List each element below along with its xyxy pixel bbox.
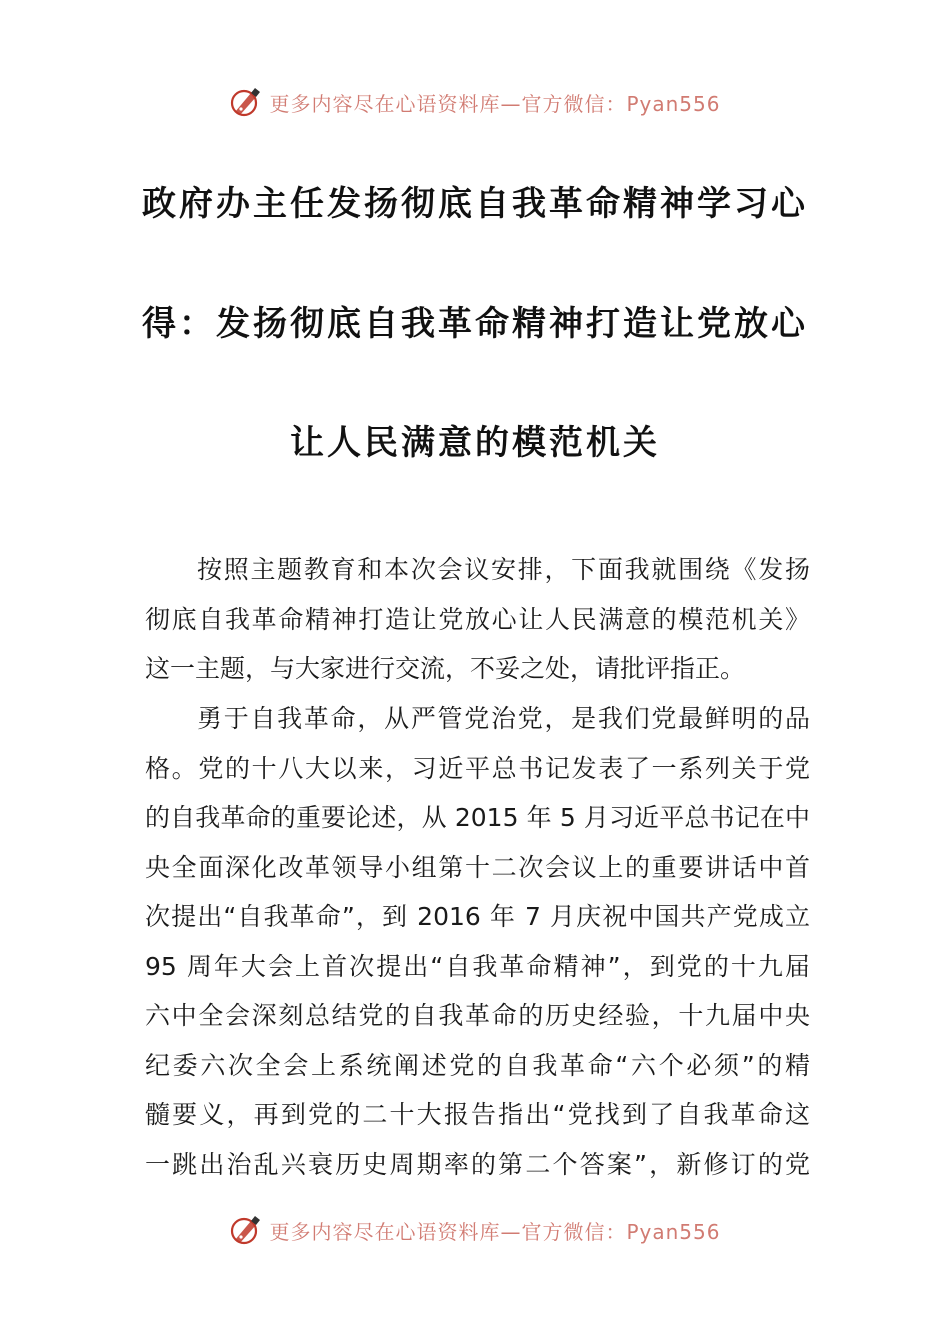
pen-nib-circle-icon <box>229 1213 263 1247</box>
paragraph-line: 这一主题，与大家进行交流，不妥之处，请批评指正。 <box>145 654 746 683</box>
paragraph-line: 髓要义，再到党的二十大报告指出“党找到了自我革命这 <box>145 1100 810 1129</box>
paragraph-line: 95 周年大会上首次提出“自我革命精神”，到党的十九届 <box>145 951 810 981</box>
paragraph-intro <box>145 545 810 694</box>
watermark-banner-bottom <box>0 1210 950 1250</box>
paragraph-line: 格。党的十八大以来，习近平总书记发表了一系列关于党 <box>145 753 810 783</box>
document-title-line-3: 让人民满意的模范机关 <box>290 423 660 463</box>
paragraph-line: 一跳出治乱兴衰历史周期率的第二个答案”，新修订的党 <box>145 1149 810 1179</box>
pen-nib-circle-icon <box>229 85 263 119</box>
paragraph-line: 央全面深化改革领导小组第十二次会议上的重要讲话中首 <box>145 852 810 882</box>
watermark-text: 更多内容尽在心语资料库—官方微信：Pyan556 <box>269 91 721 116</box>
paragraph-line: 的自我革命的重要论述，从 2015 年 5 月习近平总书记在中 <box>145 803 810 832</box>
watermark-text: 更多内容尽在心语资料库—官方微信：Pyan556 <box>269 1219 721 1244</box>
paragraph-line: 次提出“自我革命”，到 2016 年 7 月庆祝中国共产党成立 <box>145 902 810 931</box>
document-title-line-2: 得：发扬彻底自我革命精神打造让党放心 <box>142 304 808 344</box>
paragraph-self-revolution <box>145 694 810 1189</box>
paragraph-line: 勇于自我革命，从严管党治党，是我们党最鲜明的品 <box>197 704 810 733</box>
watermark-banner-top <box>0 82 950 122</box>
paragraph-line: 彻底自我革命精神打造让党放心让人民满意的模范机关》 <box>145 604 810 634</box>
paragraph-line: 按照主题教育和本次会议安排，下面我就围绕《发扬 <box>197 555 810 584</box>
paragraph-line: 六中全会深刻总结党的自我革命的历史经验，十九届中央 <box>145 1001 810 1030</box>
document-title-line-1: 政府办主任发扬彻底自我革命精神学习心 <box>142 184 808 224</box>
paragraph-line: 纪委六次全会上系统阐述党的自我革命“六个必须”的精 <box>145 1050 810 1080</box>
